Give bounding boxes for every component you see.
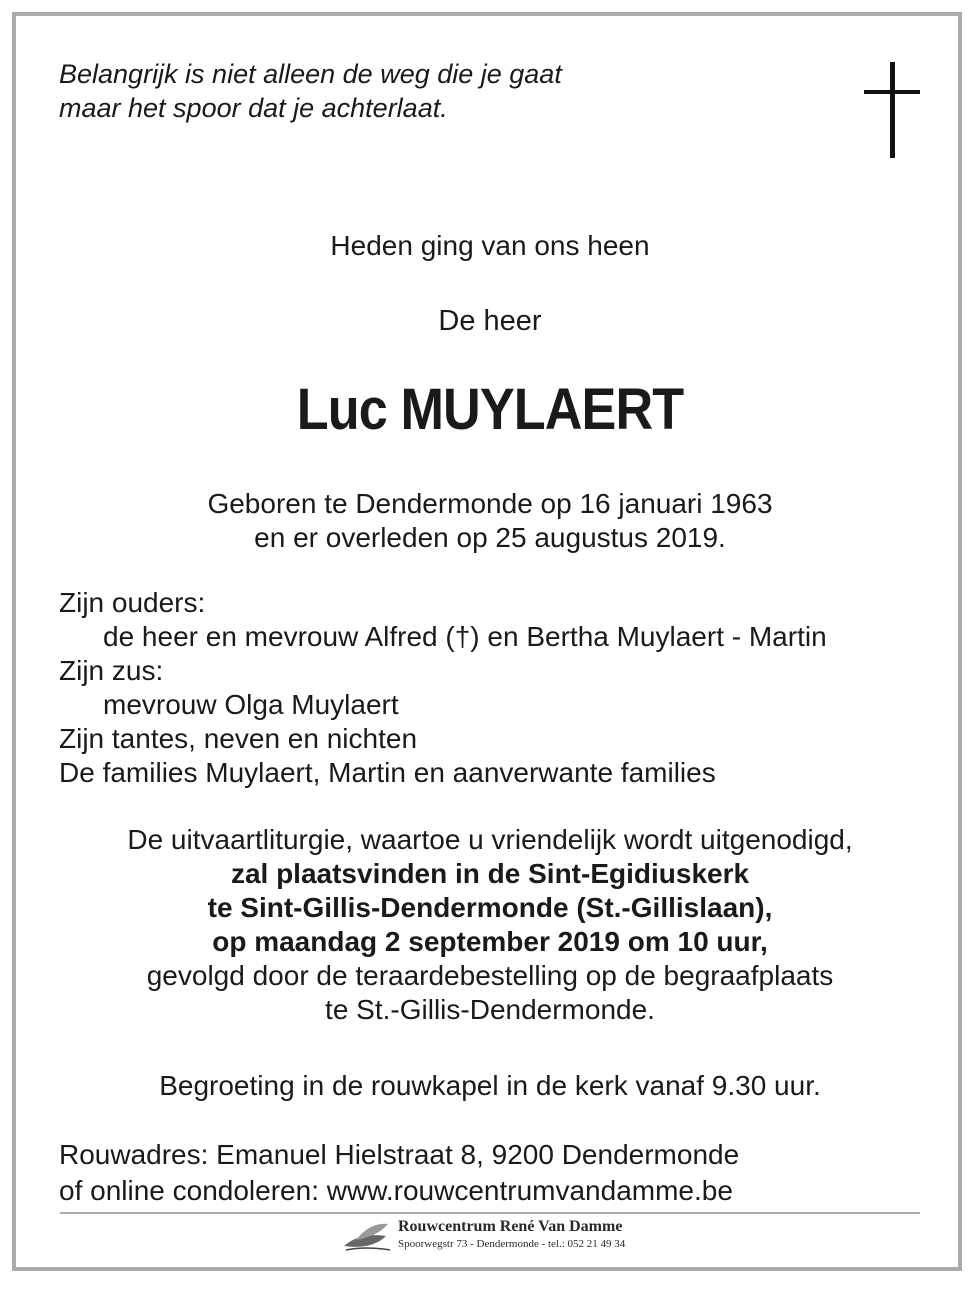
- funeral-line-4: op maandag 2 september 2019 om 10 uur,: [212, 926, 768, 957]
- funeral-line-6: te St.-Gillis-Dendermonde.: [325, 994, 655, 1025]
- birth-line: Geboren te Dendermonde op 16 januari 1963: [207, 488, 773, 519]
- sister: mevrouw Olga Muylaert: [103, 689, 399, 720]
- parents-label: Zijn ouders:: [59, 587, 206, 618]
- sister-label: Zijn zus:: [59, 655, 164, 686]
- parents: de heer en mevrouw Alfred (†) en Bertha Muylaert - Martin: [103, 621, 827, 652]
- families: De families Muylaert, Martin en aanverwante families: [59, 757, 716, 788]
- funeral-line-5: gevolgd door de teraardebestelling op de begraafplaats: [146, 960, 834, 991]
- motto-line-2: maar het spoor dat je achterlaat.: [59, 93, 448, 123]
- footer-divider: [60, 1212, 920, 1214]
- motto-line-1: Belangrijk is niet alleen de weg die je gaat: [59, 59, 562, 89]
- family-list: [59, 586, 827, 790]
- honorific: De heer: [438, 305, 542, 337]
- greeting-info: Begroeting in de rouwkapel in de kerk vanaf 9.30 uur.: [159, 1070, 821, 1101]
- relatives: Zijn tantes, neven en nichten: [59, 723, 418, 754]
- deceased-name: Luc MUYLAERT: [296, 377, 684, 442]
- company-name: Rouwcentrum René Van Damme: [398, 1218, 623, 1235]
- address-line: Rouwadres: Emanuel Hielstraat 8, 9200 Dendermonde: [59, 1139, 740, 1170]
- funeral-line-3: te Sint-Gillis-Dendermonde (St.-Gillislaan),: [207, 892, 773, 923]
- funeral-line-1: De uitvaartliturgie, waartoe u vriendelijk wordt uitgenodigd,: [127, 824, 853, 855]
- death-line: en er overleden op 25 augustus 2019.: [254, 522, 726, 553]
- company-contact: Spoorwegstr 73 - Dendermonde - tel.: 052 21 49 34: [398, 1238, 626, 1250]
- funeral-home-logo: [342, 1218, 672, 1258]
- mourning-address: [59, 1137, 739, 1209]
- intro-text: Heden ging van ons heen: [330, 230, 650, 261]
- cross-icon: [864, 62, 922, 160]
- funeral-line-2: zal plaatsvinden in de Sint-Egidiuskerk: [230, 858, 750, 889]
- motto: [59, 57, 562, 125]
- life-dates: [0, 487, 980, 555]
- funeral-details: [0, 823, 980, 1027]
- condolence-line: of online condoleren: www.rouwcentrumvandamme.be: [59, 1175, 733, 1206]
- leaf-logo-icon: [342, 1220, 394, 1254]
